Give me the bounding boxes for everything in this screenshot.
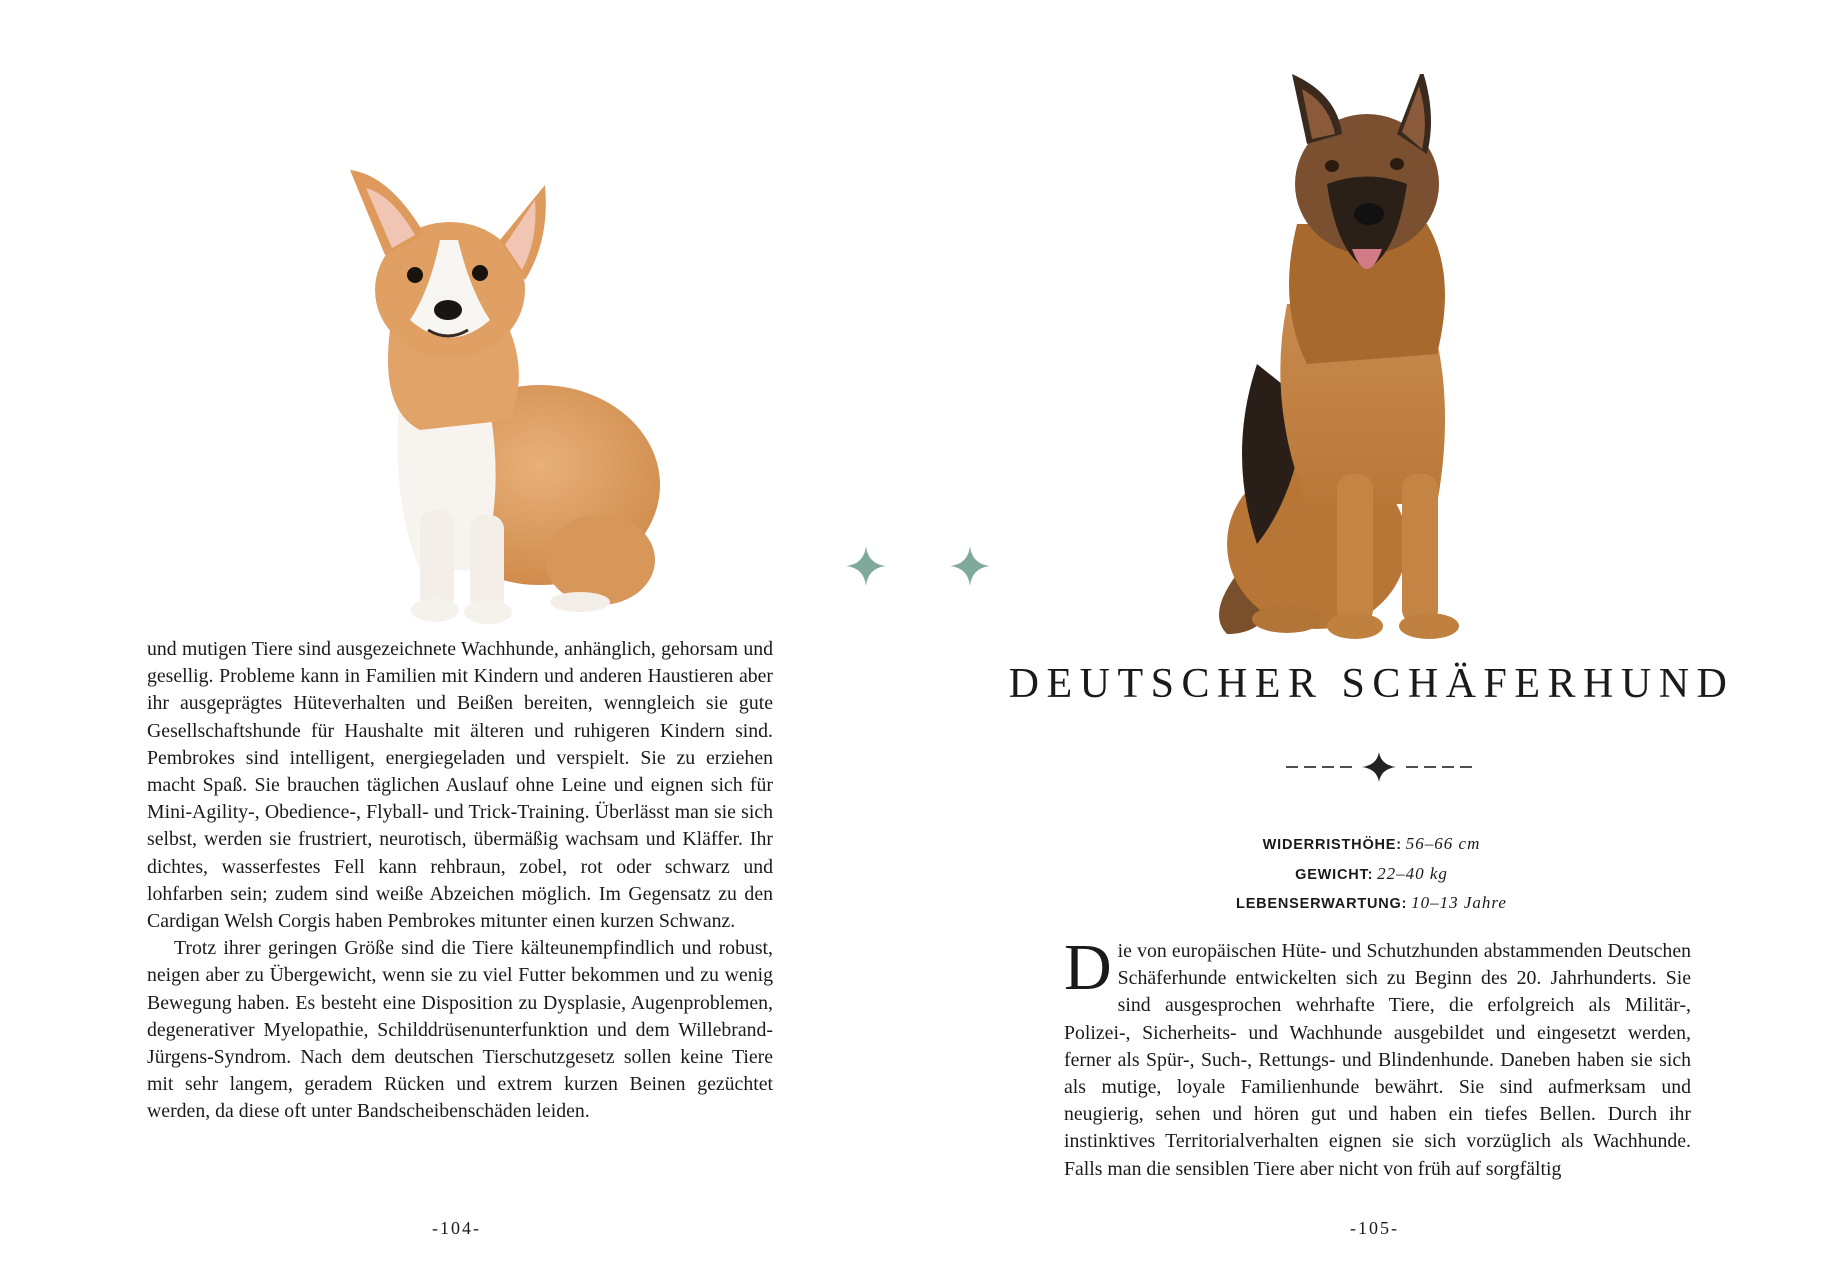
fact-label: LEBENSERWARTUNG: (1236, 896, 1408, 912)
corgi-photo (330, 170, 670, 630)
fact-lifespan (914, 889, 1829, 919)
left-page (0, 0, 914, 1280)
fact-label: GEWICHT: (1295, 866, 1374, 883)
left-paragraph-2: Trotz ihrer geringen Größe sind die Tiere kälteunempfindlich und robust, neigen aber zu Übergewicht, wenn sie zu viel Futter bekommen und zu wenig Bewegung haben. Es besteht eine Disposition zu Dysplasie, Augenproblemen, degenerativer Myelopathie, Schilddrüsenunterfunktion und dem Willebrand-Jürgens-Syndrom. Nach dem deutschen Tierschutzgesetz sollen keine Tiere mit sehr langem, geradem Rücken und extrem kurzen Beinen gezüchtet werden, da diese oft unter Bandscheibenschäden leiden. (147, 937, 773, 1123)
right-page (914, 0, 1829, 1280)
divider-star-icon (1284, 752, 1474, 782)
page-number-right: -105- (1350, 1218, 1399, 1238)
drop-cap: D (1064, 931, 1112, 1004)
fact-height (914, 830, 1829, 860)
fact-value: 10–13 Jahre (1411, 893, 1507, 912)
breed-title: DEUTSCHER SCHÄFERHUND (1008, 661, 1735, 707)
page-number-left: -104- (432, 1218, 481, 1238)
left-body-text (147, 636, 773, 1126)
right-paragraph-1-text: ie von europäischen Hüte- und Schutzhunden abstammenden Deutschen Schäferhunde entwickelten sich zu Beginn des 20. Jahrhunderts. Sie sind ausgesprochen wehrhafte Tiere, die erfolgreich als Militär-, Polizei-, Sicherheits- und Wachhunde ausgebildet und eingesetzt werden, ferner als Spür-, Such-, Rettungs- und Blindenhunde. Daneben haben sie sich als mutige, loyale Familienhunde bewährt. Sie sind aufmerksam und neugierig, sehen und hören gut und haben ein tiefes Bellen. Durch ihr instinktives Territorialverhalten eignen sie sich vorzüglich als Wachhunde. Falls man die sensiblen Tiere aber nicht von früh auf sorgfältig (1064, 940, 1691, 1180)
german-shepherd-photo (1197, 74, 1517, 654)
four-point-star-icon (846, 546, 886, 586)
fact-label: WIDERRISTHÖHE: (1262, 837, 1402, 853)
breed-facts (914, 830, 1829, 919)
left-paragraph-1: und mutigen Tiere sind ausgezeichnete Wachhunde, anhänglich, gehorsam und gesellig. Probleme kann in Familien mit Kindern und anderen Haustieren aber ihr ausgeprägtes Hüteverhalten und Beißen bereiten, wenngleich sie gute Gesellschaftshunde für Haushalte mit älteren und ruhigeren Kindern sind. Pembrokes sind intelligent, energiegeladen und verspielt. Sie zu erziehen macht Spaß. Sie brauchen täglichen Auslauf ohne Leine und eignen sich für Mini-Agility-, Obedience-, Flyball- und Trick-Training. Überlässt man sie sich selbst, werden sie frustriert, neurotisch, übermäßig wachsam und Kläffer. Ihr dichtes, wasserfestes Fell kann rehbraun, zobel, rot oder schwarz und lohfarben sein; zudem sind weiße Abzeichen möglich. Im Gegensatz zu den Cardigan Welsh Corgis haben Pembrokes mitunter einen kurzen Schwanz. (147, 638, 773, 933)
fact-value: 22–40 kg (1377, 863, 1448, 883)
fact-weight (914, 860, 1829, 890)
fact-value: 56–66 cm (1405, 834, 1481, 853)
right-paragraph-1 (1064, 931, 1691, 1183)
right-body-text (1064, 931, 1691, 1183)
